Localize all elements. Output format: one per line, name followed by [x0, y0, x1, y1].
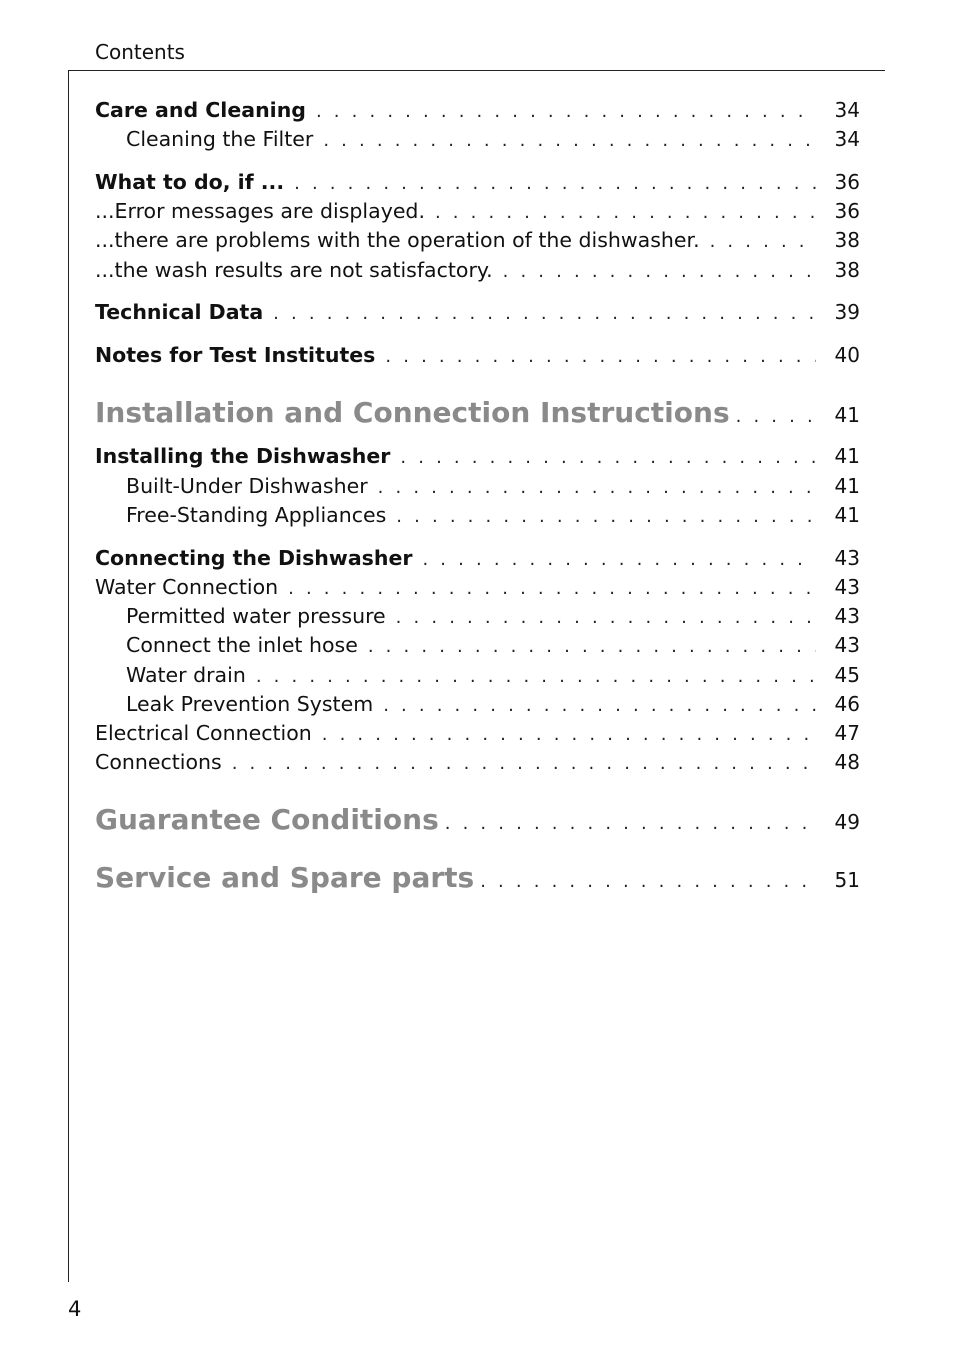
- dot-leader: [256, 663, 816, 691]
- toc-entry[interactable]: [126, 472, 860, 500]
- toc-entry-title: Service and Spare parts: [95, 861, 475, 894]
- toc-entry[interactable]: [95, 858, 860, 898]
- toc-entry-page: 39: [834, 300, 860, 324]
- dot-leader: [378, 474, 816, 502]
- toc-entry-title: Free-Standing Appliances: [126, 503, 387, 527]
- toc-entry[interactable]: [126, 501, 860, 529]
- toc-entry-title: Installation and Connection Instructions: [95, 396, 730, 429]
- toc-entry-page: 43: [834, 633, 860, 657]
- header-rule: [68, 70, 885, 71]
- toc-entry-title: Cleaning the Filter: [126, 127, 314, 151]
- toc-entry-title: Connections: [95, 750, 222, 774]
- dot-leader: [368, 633, 816, 661]
- dot-leader: [385, 343, 816, 371]
- toc-entry-title: Built-Under Dishwasher: [126, 474, 368, 498]
- dot-leader: [396, 604, 816, 632]
- toc-entry-page: 36: [834, 170, 860, 194]
- toc-entry-title: Care and Cleaning: [95, 98, 306, 122]
- toc-entry-page: 38: [834, 258, 860, 282]
- toc-entry-page: 41: [834, 474, 860, 498]
- dot-leader: [273, 300, 816, 328]
- toc-entry-title: ...there are problems with the operation of the dishwasher.: [95, 228, 700, 252]
- toc-entry[interactable]: [95, 168, 860, 196]
- toc-entry-page: 34: [834, 127, 860, 151]
- page-number: 4: [68, 1297, 82, 1321]
- toc-entry-page: 40: [834, 343, 860, 367]
- toc-entry-page: 46: [834, 692, 860, 716]
- toc-entry-page: 38: [834, 228, 860, 252]
- dot-leader: [288, 575, 816, 603]
- dot-leader: [323, 127, 816, 155]
- toc-entry-page: 43: [834, 575, 860, 599]
- dot-leader: [383, 692, 816, 720]
- toc-entry[interactable]: [126, 125, 860, 153]
- toc-entry[interactable]: [95, 573, 860, 601]
- toc-entry-title: Water Connection: [95, 575, 279, 599]
- toc-entry-page: 47: [834, 721, 860, 745]
- toc-entry[interactable]: [126, 631, 860, 659]
- dot-leader: [322, 721, 816, 749]
- margin-rule: [68, 70, 69, 1282]
- toc-entry[interactable]: [126, 690, 860, 718]
- dot-leader: [435, 199, 816, 227]
- toc-entry-page: 49: [834, 810, 860, 834]
- toc-entry[interactable]: [95, 341, 860, 369]
- toc-entry-title: Electrical Connection: [95, 721, 312, 745]
- toc-entry[interactable]: [95, 96, 860, 124]
- toc-entry-page: 36: [834, 199, 860, 223]
- dot-leader: [710, 228, 816, 256]
- toc-entry-page: 43: [834, 604, 860, 628]
- dot-leader: [445, 804, 816, 844]
- toc-entry-title: Guarantee Conditions: [95, 803, 439, 836]
- toc-entry-page: 41: [834, 403, 860, 427]
- toc-entry[interactable]: [126, 602, 860, 630]
- dot-leader: [422, 546, 816, 574]
- toc-entry-title: Notes for Test Institutes: [95, 343, 376, 367]
- toc-entry-title: What to do, if ...: [95, 170, 285, 194]
- toc-entry-title: Water drain: [126, 663, 246, 687]
- dot-leader: [480, 862, 816, 902]
- toc-entry[interactable]: [126, 661, 860, 689]
- toc-entry-page: 48: [834, 750, 860, 774]
- dot-leader: [294, 170, 816, 198]
- toc-entry[interactable]: [95, 256, 860, 284]
- toc-entry-title: Permitted water pressure: [126, 604, 386, 628]
- toc-entry-title: Leak Prevention System: [126, 692, 374, 716]
- toc-entry-title: Technical Data: [95, 300, 264, 324]
- dot-leader: [396, 503, 816, 531]
- dot-leader: [736, 397, 816, 437]
- dot-leader: [503, 258, 816, 286]
- toc-entry-title: ...the wash results are not satisfactory.: [95, 258, 493, 282]
- toc-entry-page: 43: [834, 546, 860, 570]
- toc-entry[interactable]: [95, 393, 860, 433]
- running-header: Contents: [95, 40, 185, 64]
- toc-entry[interactable]: [95, 748, 860, 776]
- dot-leader: [400, 444, 816, 472]
- toc-entry[interactable]: [95, 197, 860, 225]
- toc-entry-title: ...Error messages are displayed.: [95, 199, 425, 223]
- toc-entry-title: Connect the inlet hose: [126, 633, 358, 657]
- toc-entry[interactable]: [95, 800, 860, 840]
- toc-entry-page: 41: [834, 444, 860, 468]
- dot-leader: [232, 750, 816, 778]
- toc-entry[interactable]: [95, 442, 860, 470]
- toc-entry-page: 41: [834, 503, 860, 527]
- dot-leader: [316, 98, 816, 126]
- toc-entry[interactable]: [95, 226, 860, 254]
- toc-entry-page: 51: [834, 868, 860, 892]
- toc-entry[interactable]: [95, 719, 860, 747]
- toc-entry[interactable]: [95, 544, 860, 572]
- toc-entry-title: Installing the Dishwasher: [95, 444, 391, 468]
- toc-entry-page: 34: [834, 98, 860, 122]
- toc-entry-title: Connecting the Dishwasher: [95, 546, 413, 570]
- toc-entry[interactable]: [95, 298, 860, 326]
- toc-entry-page: 45: [834, 663, 860, 687]
